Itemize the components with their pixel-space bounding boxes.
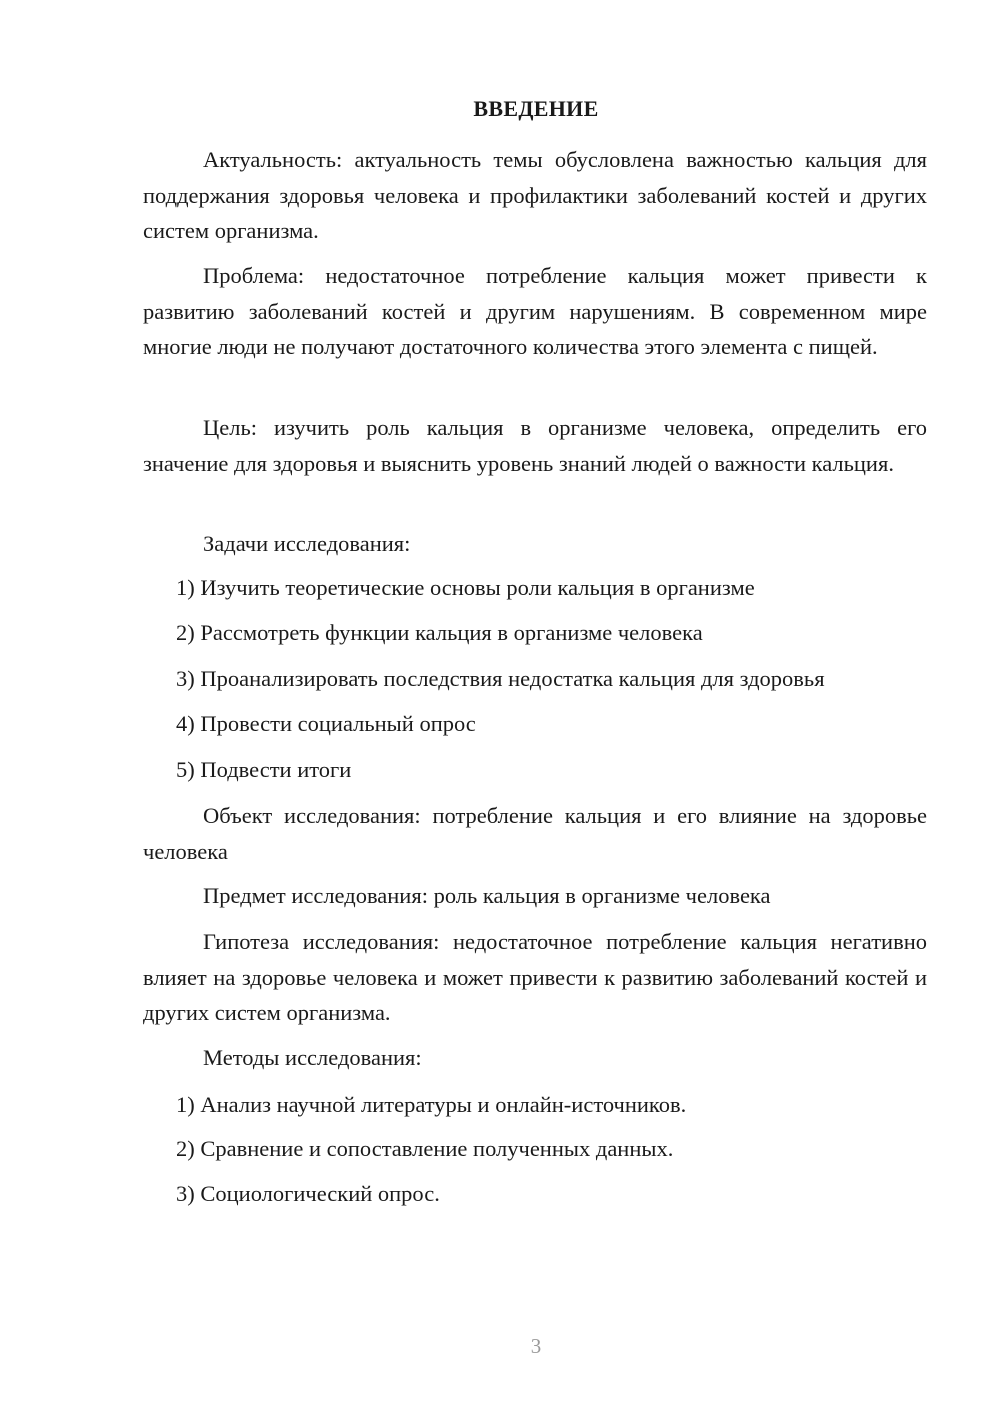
method-item-1: 1) Анализ научной литературы и онлайн-источников. — [176, 1092, 687, 1117]
task-item-2: 2) Рассмотреть функции кальция в организме человека — [176, 620, 703, 645]
task-item-5: 5) Подвести итоги — [176, 757, 352, 782]
problem-paragraph: Проблема: недостаточное потребление кальция может привести к развитию заболеваний костей и другим нарушениям. В современном мире многие люди не получают достаточного количества этого элемента с пищей. — [143, 263, 927, 359]
tasks-heading: Задачи исследования: — [203, 531, 411, 556]
goal-paragraph: Цель: изучить роль кальция в организме человека, определить его значение для здоровья и выяснить уровень знаний людей о важности кальция. — [143, 415, 927, 476]
task-item-4: 4) Провести социальный опрос — [176, 711, 476, 736]
method-item-2: 2) Сравнение и сопоставление полученных данных. — [176, 1136, 674, 1161]
task-item-3: 3) Проанализировать последствия недостатка кальция для здоровья — [176, 666, 825, 691]
hypothesis-paragraph: Гипотеза исследования: недостаточное потребление кальция негативно влияет на здоровье человека и может привести к развитию заболеваний костей и других систем организма. — [143, 929, 927, 1025]
page-number: 3 — [530, 1334, 542, 1358]
method-item-3: 3) Социологический опрос. — [176, 1181, 440, 1206]
relevance-paragraph: Актуальность: актуальность темы обусловлена важностью кальция для поддержания здоровья человека и профилактики заболеваний костей и других систем организма. — [143, 147, 927, 243]
methods-heading: Методы исследования: — [203, 1045, 422, 1070]
section-title: ВВЕДЕНИЕ — [473, 96, 599, 121]
task-item-1: 1) Изучить теоретические основы роли кальция в организме — [176, 575, 755, 600]
subject-paragraph: Предмет исследования: роль кальция в организме человека — [203, 883, 771, 908]
object-paragraph: Объект исследования: потребление кальция и его влияние на здоровье человека — [143, 803, 927, 864]
